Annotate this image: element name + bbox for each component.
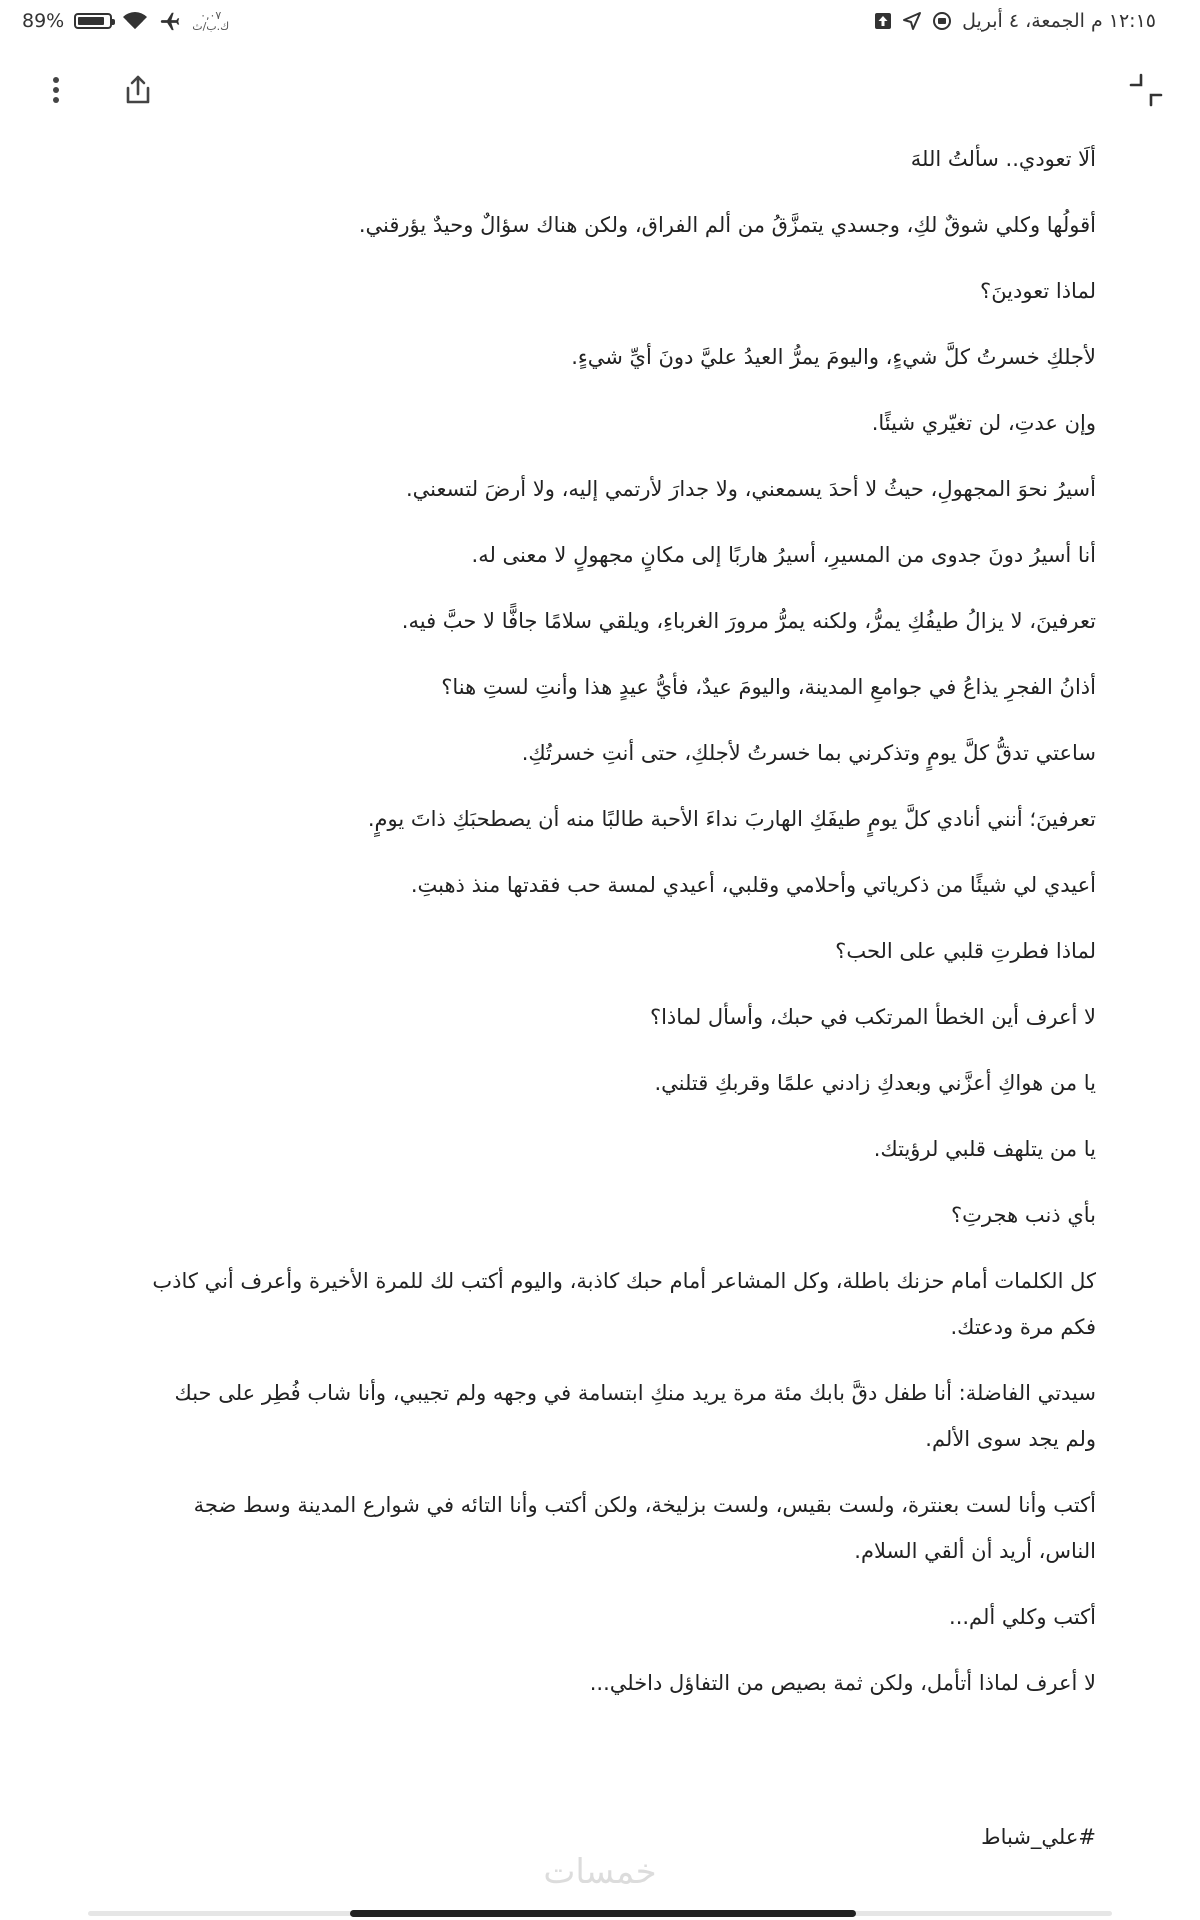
wifi-icon xyxy=(122,11,148,31)
battery-icon xyxy=(74,13,112,29)
toolbar xyxy=(0,62,1200,118)
article-paragraph: أكتب وأنا لست بعنترة، ولست بقيس، ولست بزليخة، ولكن أكتب وأنا التائه في شوارع المدينة وسط ضجة الناس، أريد أن ألقي السلام. xyxy=(193,1493,1096,1563)
article-paragraph: بأي ذنب هجرتِ؟ xyxy=(951,1203,1096,1227)
network-speed-value: ٠,٠٧ xyxy=(200,9,222,22)
more-vert-icon xyxy=(52,76,60,104)
share-button[interactable] xyxy=(110,62,166,118)
battery-fill xyxy=(78,17,104,25)
article-paragraph: لا أعرف لماذا أتأمل، ولكن ثمة بصيص من التفاؤل داخلي... xyxy=(589,1671,1096,1695)
article-paragraph: أكتب وكلي ألم... xyxy=(949,1605,1096,1629)
article-signature-hashtag[interactable]: #علي_شباط xyxy=(981,1825,1096,1849)
article-paragraph: أسيرُ نحوَ المجهولِ، حيثُ لا أحدَ يسمعني، ولا جدارَ لأرتمي إليه، ولا أرضَ لتسعني. xyxy=(405,477,1096,501)
watermark-logo: خمسات xyxy=(543,1852,657,1892)
airplane-icon xyxy=(158,10,182,32)
network-speed-unit: ك.ب/ث xyxy=(192,20,230,33)
article-paragraph: يا من يتلهف قلبي لرؤيتك. xyxy=(873,1137,1096,1161)
article-paragraph: سيدتي الفاضلة: أنا طفل دقَّ بابك مئة مرة يريد منكِ ابتسامة في وجهه ولم تجيبي، وأنا شاب فُطِر على حبك ولم يجد سوى الألم. xyxy=(174,1381,1096,1451)
gesture-navigation-handle[interactable] xyxy=(350,1910,856,1917)
article-paragraph: كل الكلمات أمام حزنك باطلة، وكل المشاعر أمام حبك كاذبة، واليوم أكتب لك للمرة الأخيرة وأعرف أني كاذب فكم مرة ودعتك. xyxy=(152,1269,1096,1339)
status-left xyxy=(22,10,229,32)
article-paragraph: أعيدي لي شيئًا من ذكرياتي وأحلامي وقلبي، أعيدي لمسة حب فقدتها منذ ذهبتِ. xyxy=(410,873,1096,897)
article-paragraph: ألَا تعودي.. سألتُ اللهَ xyxy=(910,147,1096,171)
more-options-button[interactable] xyxy=(28,62,84,118)
article-paragraph: لأجلكِ خسرتُ كلَّ شيءٍ، واليومَ يمرُّ العيدُ عليَّ دونَ أيِّ شيءٍ. xyxy=(571,345,1096,369)
article-paragraph: يا من هواكِ أعزَّني وبعدكِ زادني علمًا وقربكِ قتلني. xyxy=(654,1071,1096,1095)
article-paragraph: تعرفينَ؛ أنني أنادي كلَّ يومٍ طيفَكِ الهاربَ نداءَ الأحبة طالبًا منه أن يصطحبَكِ ذاتَ يومٍ. xyxy=(367,807,1096,831)
exit-fullscreen-button[interactable] xyxy=(1118,62,1174,118)
share-icon xyxy=(124,75,152,105)
article-paragraph: وإن عدتِ، لن تغيّري شيئًا. xyxy=(871,411,1096,435)
upload-notification-icon xyxy=(874,12,892,30)
article-body xyxy=(140,136,1096,1880)
article-paragraph: لا أعرف أين الخطأ المرتكب في حبك، وأسأل لماذا؟ xyxy=(649,1005,1096,1029)
status-bar xyxy=(0,0,1200,46)
article-paragraph: أنا أسيرُ دونَ جدوى من المسيرِ، أسيرُ هاربًا إلى مكانٍ مجهولٍ لا معنى له. xyxy=(471,543,1096,567)
article-paragraph: أقولُها وكلي شوقٌ لكِ، وجسدي يتمزَّقُ من ألم الفراق، ولكن هناك سؤالٌ وحيدٌ يؤرقني. xyxy=(358,213,1096,237)
exit-fullscreen-icon xyxy=(1129,73,1163,107)
article-paragraph: لماذا تعودينَ؟ xyxy=(980,279,1096,303)
status-time-date: ١٢:١٥ م الجمعة، ٤ أبريل xyxy=(962,10,1156,32)
network-speed xyxy=(192,10,229,32)
send-notification-icon xyxy=(902,11,922,31)
article-paragraph: تعرفينَ، لا يزالُ طيفُكِ يمرُّ، ولكنه يمرُّ مرورَ الغرباءِ، ويلقي سلامًا جافًّا لا حبَّ فيه. xyxy=(401,609,1096,633)
article-paragraph: لماذا فطرتِ قلبي على الحب؟ xyxy=(835,939,1096,963)
article-paragraph: ساعتي تدقُّ كلَّ يومٍ وتذكرني بما خسرتُ لأجلكِ، حتى أنتِ خسرتُكِ. xyxy=(521,741,1096,765)
record-notification-icon xyxy=(932,11,952,31)
battery-percent: 89% xyxy=(22,10,65,32)
status-right xyxy=(874,10,1156,32)
article-paragraph: أذانُ الفجرِ يذاعُ في جوامعِ المدينة، واليومَ عيدٌ، فأيُّ عيدٍ هذا وأنتِ لستِ هنا؟ xyxy=(441,675,1096,699)
